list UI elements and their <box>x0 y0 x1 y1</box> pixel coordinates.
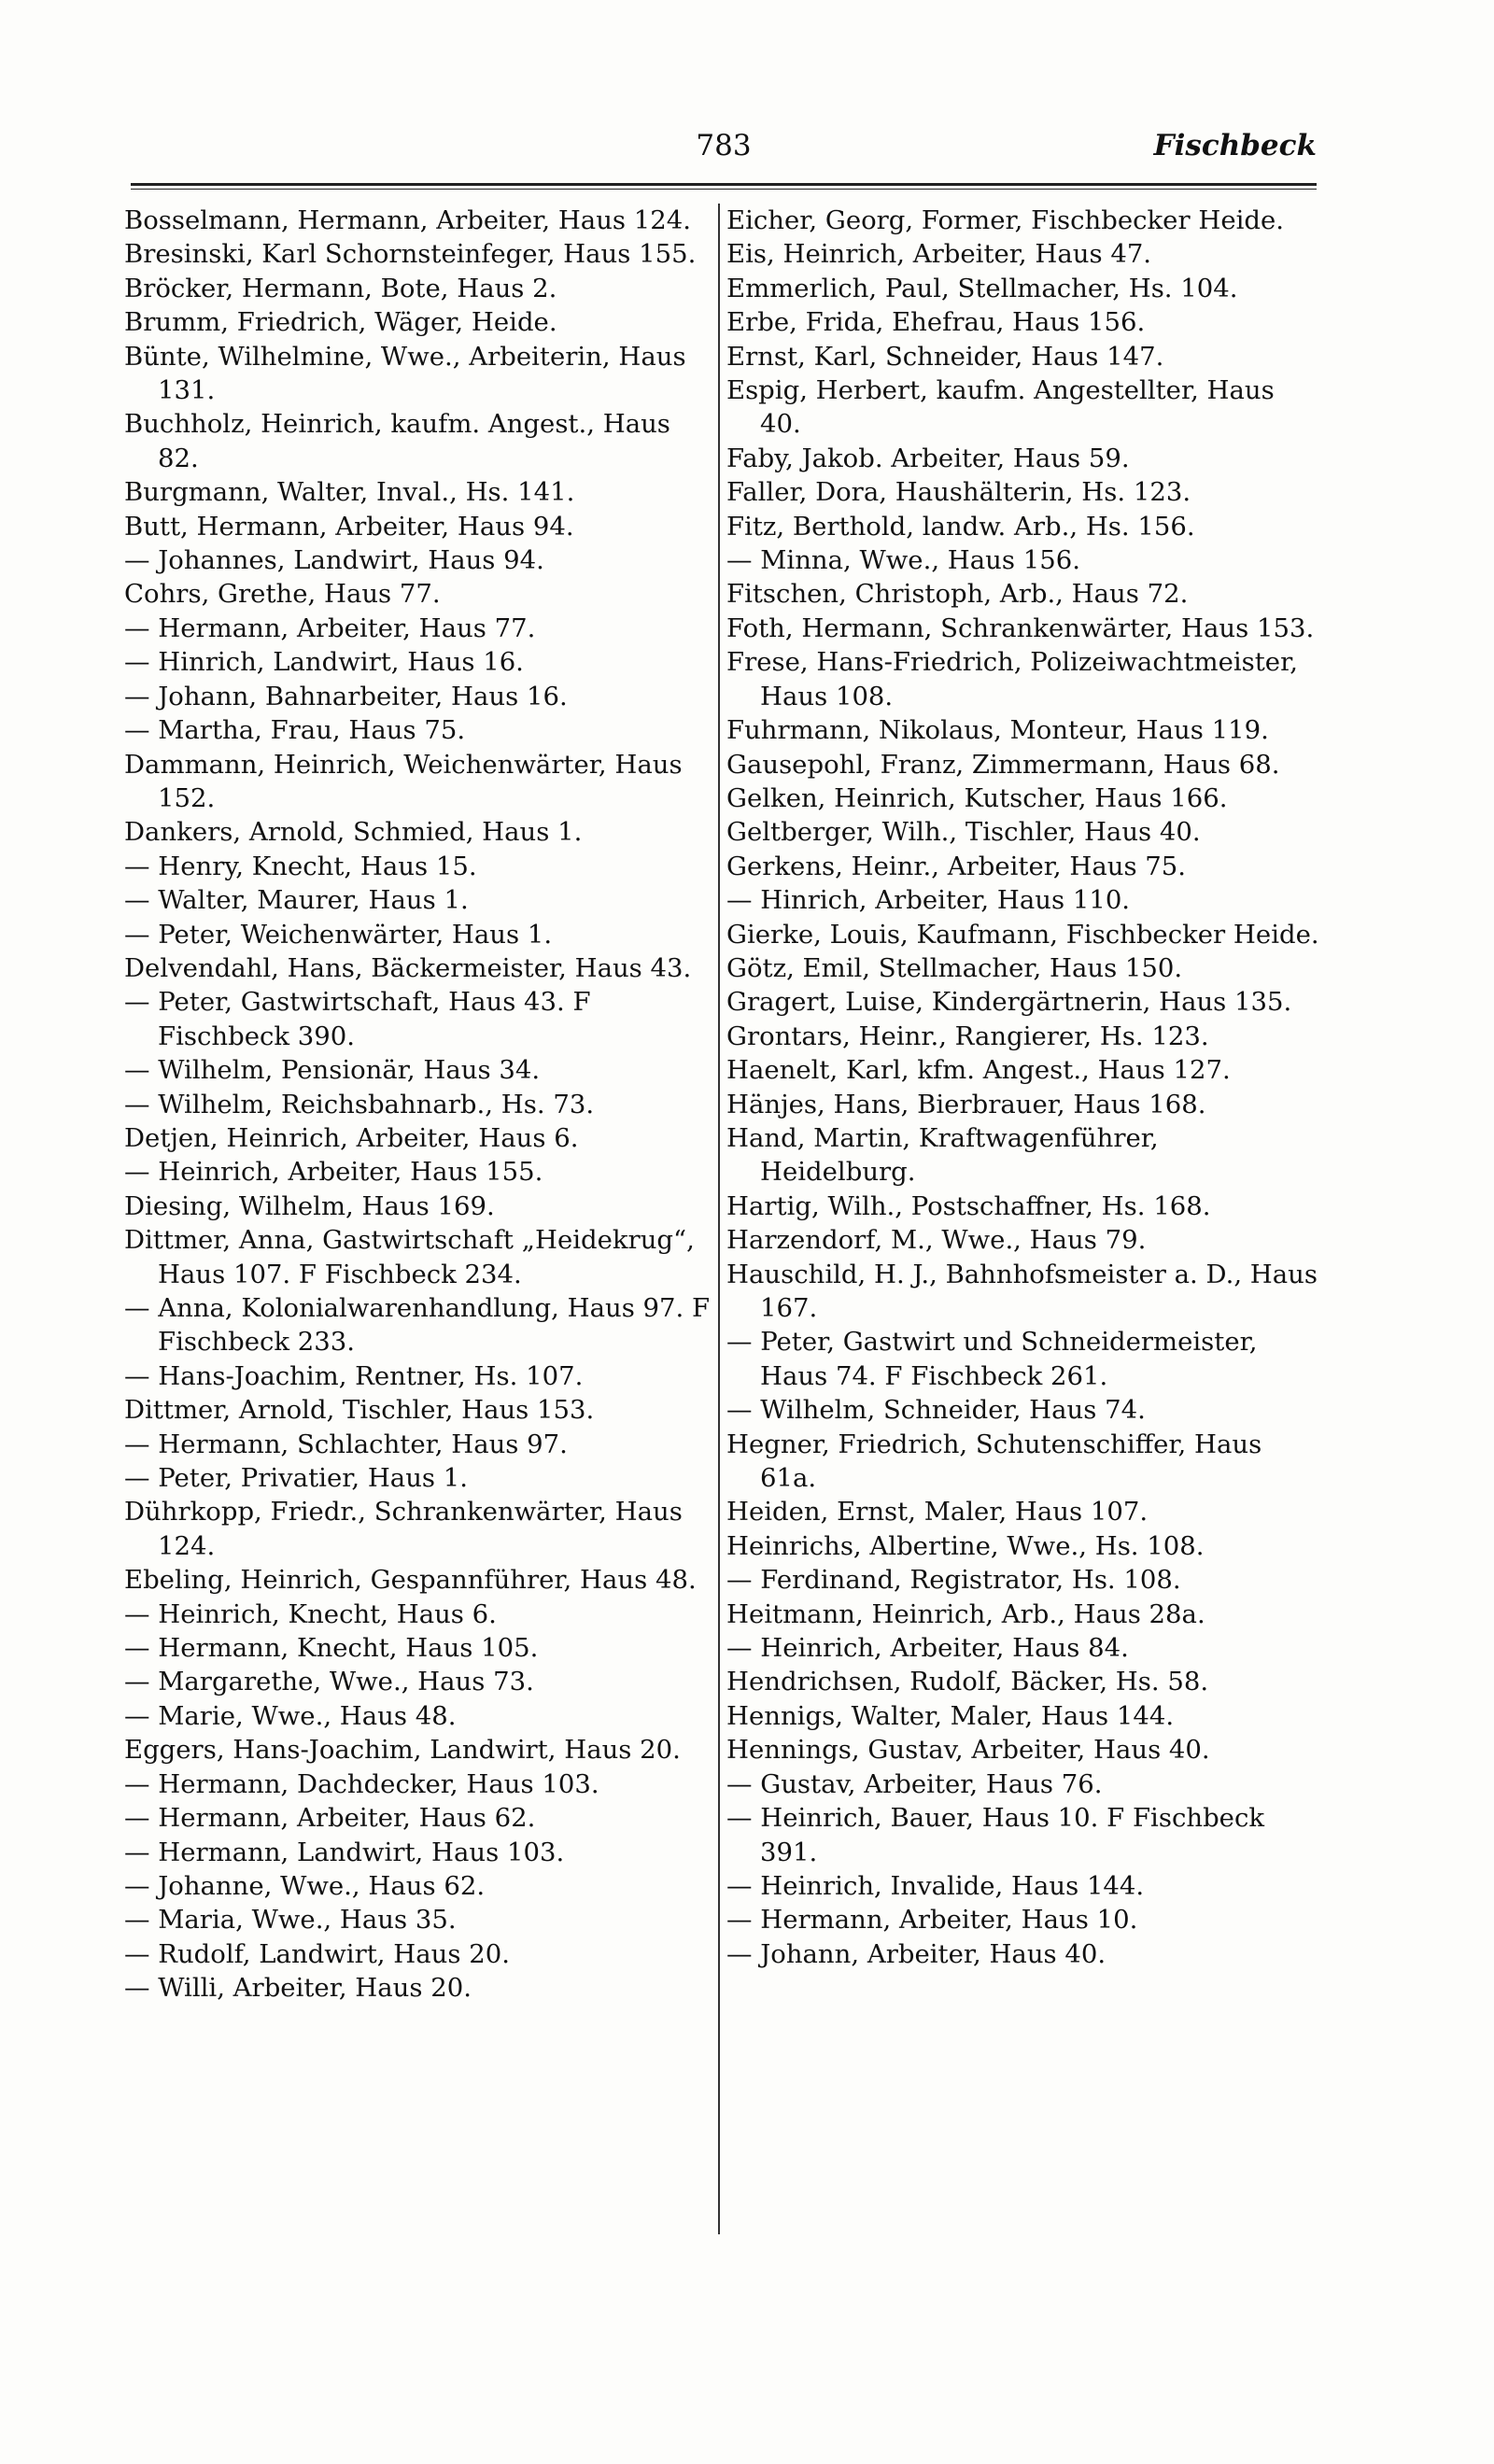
directory-entry: — Walter, Maurer, Haus 1. <box>124 885 469 916</box>
directory-entry: Hegner, Friedrich, Schutenschiffer, Haus 61a. <box>726 1429 1262 1494</box>
directory-entry: Emmerlich, Paul, Stellmacher, Hs. 104. <box>726 273 1238 303</box>
directory-entry: — Hermann, Knecht, Haus 105. <box>124 1633 539 1664</box>
directory-entry: — Ferdinand, Registrator, Hs. 108. <box>726 1565 1181 1596</box>
directory-entry: Ernst, Karl, Schneider, Haus 147. <box>726 341 1164 372</box>
directory-entry: — Heinrich, Arbeiter, Haus 84. <box>726 1633 1129 1664</box>
directory-entry: — Peter, Privatier, Haus 1. <box>124 1463 469 1494</box>
directory-entry: Geltberger, Wilh., Tischler, Haus 40. <box>726 817 1201 848</box>
directory-entry: — Hinrich, Arbeiter, Haus 110. <box>726 885 1131 916</box>
directory-entry: — Rudolf, Landwirt, Haus 20. <box>124 1938 510 1969</box>
right-column <box>726 204 1320 1971</box>
directory-entry: Hand, Martin, Kraftwagenführer, Heidelburg. <box>726 1122 1159 1188</box>
directory-entry: Fitz, Berthold, landw. Arb., Hs. 156. <box>726 511 1195 542</box>
directory-entry: Diesing, Wilhelm, Haus 169. <box>124 1190 495 1221</box>
directory-entry: Harzendorf, M., Wwe., Haus 79. <box>726 1225 1147 1256</box>
directory-entry: — Martha, Frau, Haus 75. <box>124 715 466 746</box>
directory-entry: Hendrichsen, Rudolf, Bäcker, Hs. 58. <box>726 1667 1209 1697</box>
directory-entry: — Gustav, Arbeiter, Haus 76. <box>726 1768 1103 1799</box>
directory-entry: Dührkopp, Friedr., Schrankenwärter, Haus 124. <box>124 1497 683 1561</box>
directory-entry: Brumm, Friedrich, Wäger, Heide. <box>124 307 557 338</box>
directory-entry: — Johann, Arbeiter, Haus 40. <box>726 1938 1106 1969</box>
directory-entry: Gelken, Heinrich, Kutscher, Haus 166. <box>726 782 1228 813</box>
directory-entry: Fuhrmann, Nikolaus, Monteur, Haus 119. <box>726 715 1269 746</box>
directory-entry: Butt, Hermann, Arbeiter, Haus 94. <box>124 511 574 542</box>
directory-entry: — Hermann, Arbeiter, Haus 10. <box>726 1905 1138 1936</box>
directory-entry: — Wilhelm, Schneider, Haus 74. <box>726 1395 1146 1426</box>
directory-entry: Eicher, Georg, Former, Fischbecker Heide. <box>726 205 1285 235</box>
directory-entry: Hennings, Gustav, Arbeiter, Haus 40. <box>726 1735 1210 1766</box>
directory-entry: Faller, Dora, Haushälterin, Hs. 123. <box>726 477 1191 508</box>
directory-entry: Ebeling, Heinrich, Gespannführer, Haus 48. <box>124 1565 697 1596</box>
directory-entry: Gragert, Luise, Kindergärtnerin, Haus 135. <box>726 987 1292 1018</box>
directory-entry: Fitschen, Christoph, Arb., Haus 72. <box>726 579 1189 610</box>
directory-entry: Burgmann, Walter, Inval., Hs. 141. <box>124 477 575 508</box>
directory-entry: — Hermann, Dachdecker, Haus 103. <box>124 1768 599 1799</box>
directory-entry: Grontars, Heinr., Rangierer, Hs. 123. <box>726 1021 1209 1051</box>
directory-entry: Foth, Hermann, Schrankenwärter, Haus 153. <box>726 612 1315 643</box>
directory-entry: — Peter, Gastwirtschaft, Haus 43. F Fischbeck 390. <box>124 987 591 1051</box>
directory-entry: — Willi, Arbeiter, Haus 20. <box>124 1973 472 2004</box>
directory-entry: — Heinrich, Bauer, Haus 10. F Fischbeck 391. <box>726 1803 1265 1867</box>
directory-entry: Cohrs, Grethe, Haus 77. <box>124 579 441 610</box>
directory-entry: Gierke, Louis, Kaufmann, Fischbecker Heide. <box>726 919 1319 950</box>
directory-entry: — Heinrich, Invalide, Haus 144. <box>726 1870 1145 1901</box>
directory-entry: — Hermann, Arbeiter, Haus 62. <box>124 1803 536 1834</box>
directory-entry: Frese, Hans-Friedrich, Polizeiwachtmeister, Haus 108. <box>726 647 1298 711</box>
header-rule-thin <box>131 189 1317 190</box>
page-header <box>131 129 1317 166</box>
directory-entry: — Margarethe, Wwe., Haus 73. <box>124 1667 534 1697</box>
directory-entry: — Hermann, Arbeiter, Haus 77. <box>124 612 536 643</box>
directory-entry: Dammann, Heinrich, Weichenwärter, Haus 152. <box>124 749 683 813</box>
directory-entry: Dittmer, Anna, Gastwirtschaft „Heidekrug“, Haus 107. F Fischbeck 234. <box>124 1225 695 1289</box>
directory-entry: Hänjes, Hans, Bierbrauer, Haus 168. <box>726 1089 1206 1119</box>
directory-entry: — Johann, Bahnarbeiter, Haus 16. <box>124 681 568 711</box>
directory-entry: — Maria, Wwe., Haus 35. <box>124 1905 457 1936</box>
directory-entry: Hauschild, H. J., Bahnhofsmeister a. D., Haus 167. <box>726 1259 1318 1323</box>
directory-entry: Heinrichs, Albertine, Wwe., Hs. 108. <box>726 1530 1205 1561</box>
directory-entry: Heiden, Ernst, Maler, Haus 107. <box>726 1497 1149 1528</box>
directory-entry: Heitmann, Heinrich, Arb., Haus 28a. <box>726 1598 1205 1629</box>
directory-entry: — Heinrich, Arbeiter, Haus 155. <box>124 1157 543 1188</box>
directory-entry: — Hinrich, Landwirt, Haus 16. <box>124 647 524 678</box>
directory-entry: Götz, Emil, Stellmacher, Haus 150. <box>726 952 1183 983</box>
directory-entry: Bresinski, Karl Schornsteinfeger, Haus 155. <box>124 239 697 270</box>
directory-entry: Hartig, Wilh., Postschaffner, Hs. 168. <box>726 1190 1211 1221</box>
directory-entry: Eggers, Hans-Joachim, Landwirt, Haus 20. <box>124 1735 681 1766</box>
directory-entry: — Henry, Knecht, Haus 15. <box>124 851 477 881</box>
directory-entry: Dittmer, Arnold, Tischler, Haus 153. <box>124 1395 595 1426</box>
directory-entry: — Johannes, Landwirt, Haus 94. <box>124 545 544 576</box>
directory-entry: — Hermann, Schlachter, Haus 97. <box>124 1429 568 1459</box>
page-number: 783 <box>696 129 752 162</box>
directory-entry: Gausepohl, Franz, Zimmermann, Haus 68. <box>726 749 1280 780</box>
directory-entry: Delvendahl, Hans, Bäckermeister, Haus 43. <box>124 952 692 983</box>
directory-entry: Bünte, Wilhelmine, Wwe., Arbeiterin, Haus 131. <box>124 341 686 406</box>
directory-entry: Detjen, Heinrich, Arbeiter, Haus 6. <box>124 1122 579 1153</box>
directory-entry: — Wilhelm, Pensionär, Haus 34. <box>124 1055 541 1086</box>
directory-entry: — Minna, Wwe., Haus 156. <box>726 545 1080 576</box>
directory-entry: Buchholz, Heinrich, kaufm. Angest., Haus 82. <box>124 409 670 473</box>
column-divider <box>718 204 720 2234</box>
header-rule <box>131 183 1317 186</box>
directory-entry: — Peter, Gastwirt und Schneidermeister, Haus 74. F Fischbeck 261. <box>726 1327 1258 1391</box>
directory-entry: Espig, Herbert, kaufm. Angestellter, Haus 40. <box>726 375 1275 440</box>
directory-entry: Hennigs, Walter, Maler, Haus 144. <box>726 1700 1175 1731</box>
directory-entry: Erbe, Frida, Ehefrau, Haus 156. <box>726 307 1146 338</box>
directory-entry: Dankers, Arnold, Schmied, Haus 1. <box>124 817 583 848</box>
directory-entry: — Hermann, Landwirt, Haus 103. <box>124 1837 565 1867</box>
directory-entry: — Heinrich, Knecht, Haus 6. <box>124 1598 497 1629</box>
directory-entry: — Peter, Weichenwärter, Haus 1. <box>124 919 553 950</box>
running-head: Fischbeck <box>1153 129 1317 162</box>
directory-entry: Bröcker, Hermann, Bote, Haus 2. <box>124 273 557 303</box>
directory-entry: Bosselmann, Hermann, Arbeiter, Haus 124. <box>124 205 692 235</box>
directory-entry: — Marie, Wwe., Haus 48. <box>124 1700 457 1731</box>
directory-entry: Gerkens, Heinr., Arbeiter, Haus 75. <box>726 851 1187 881</box>
directory-entry: — Hans-Joachim, Rentner, Hs. 107. <box>124 1360 584 1391</box>
directory-entry: Haenelt, Karl, kfm. Angest., Haus 127. <box>726 1055 1231 1086</box>
directory-entry: — Wilhelm, Reichsbahnarb., Hs. 73. <box>124 1089 595 1119</box>
directory-entry: Faby, Jakob. Arbeiter, Haus 59. <box>726 443 1130 473</box>
left-column <box>124 204 712 2006</box>
directory-entry: — Johanne, Wwe., Haus 62. <box>124 1870 486 1901</box>
directory-entry: — Anna, Kolonialwarenhandlung, Haus 97. F Fischbeck 233. <box>124 1293 711 1358</box>
directory-entry: Eis, Heinrich, Arbeiter, Haus 47. <box>726 239 1152 270</box>
